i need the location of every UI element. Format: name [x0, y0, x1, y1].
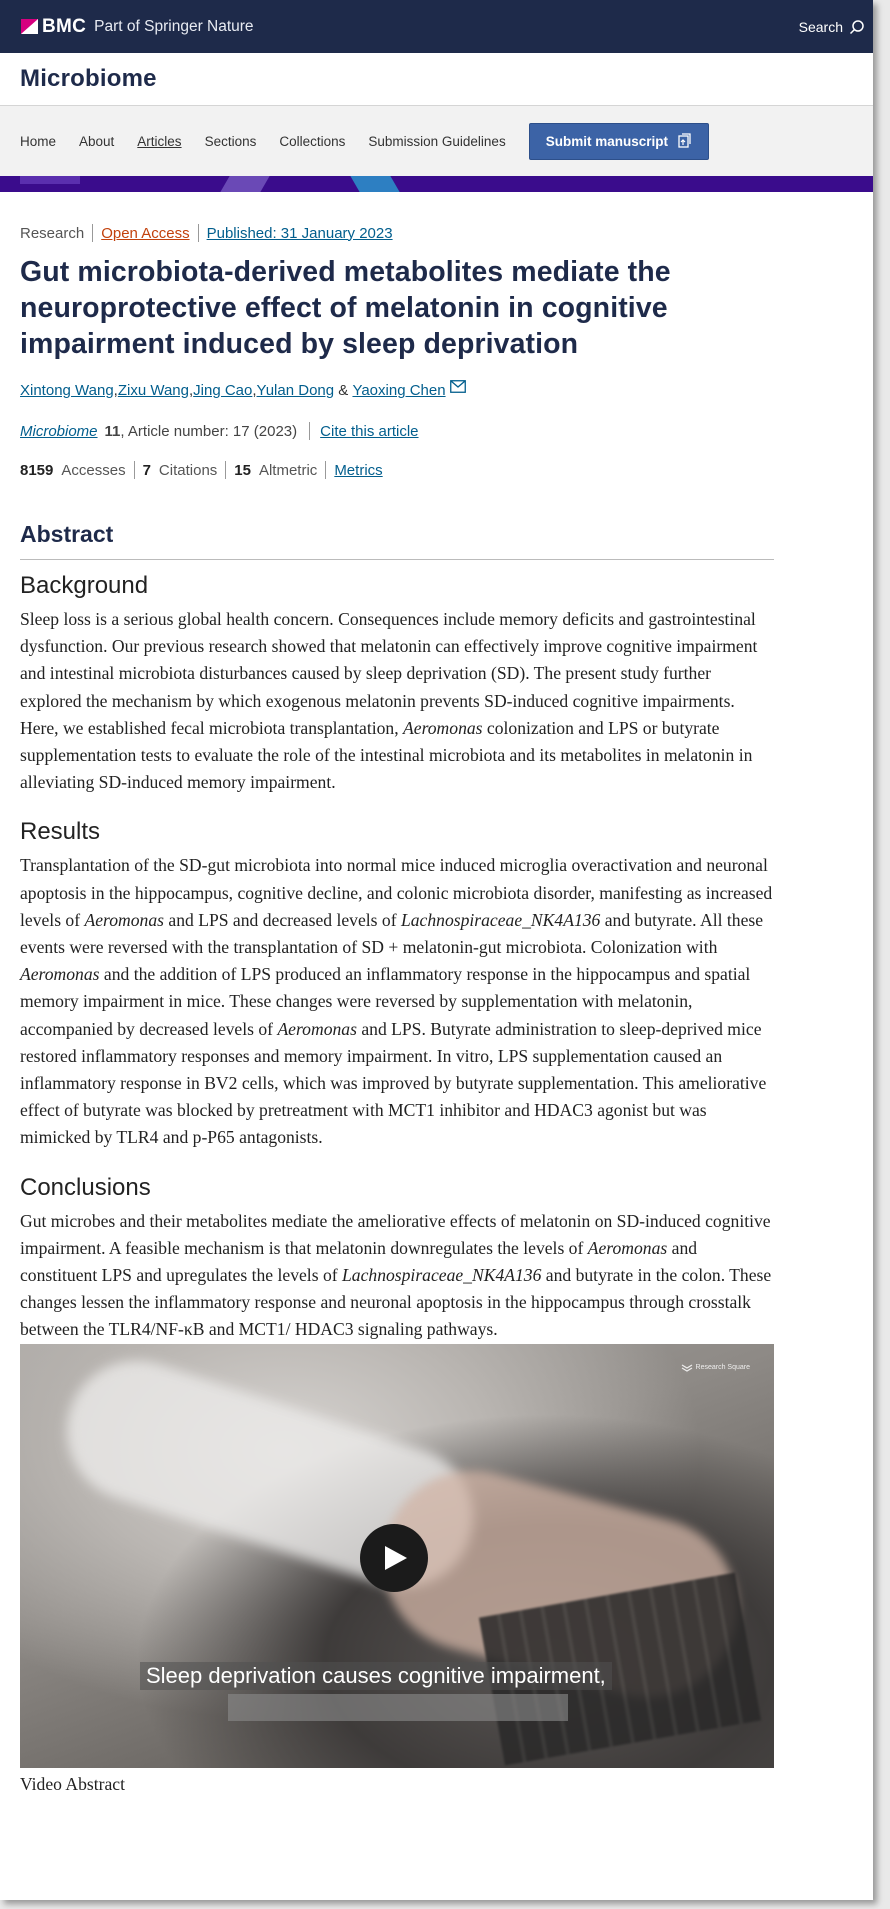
- article-type: Research: [20, 224, 85, 242]
- search-icon: [849, 19, 865, 35]
- cite-this-article-link[interactable]: Cite this article: [320, 422, 419, 440]
- citations-count: 7: [142, 461, 151, 479]
- article-meta: [20, 224, 774, 242]
- video-abstract-label: Video Abstract: [20, 1773, 125, 1794]
- journal-nav: [0, 106, 873, 176]
- nav-item-home[interactable]: Home: [20, 133, 57, 149]
- search-label: Search: [798, 18, 843, 35]
- bmc-logo[interactable]: [21, 16, 86, 38]
- article-number: , Article number: 17 (2023): [120, 422, 298, 440]
- accesses-label: Accesses: [61, 461, 126, 479]
- research-square-logo: [681, 1364, 750, 1372]
- results-heading: Results: [20, 818, 101, 846]
- nav-item-articles[interactable]: Articles: [137, 133, 182, 149]
- email-icon[interactable]: [450, 380, 466, 393]
- author-link[interactable]: Zixu Wang: [117, 382, 189, 399]
- search-button[interactable]: [799, 19, 865, 35]
- metrics-link[interactable]: Metrics: [334, 461, 383, 479]
- conclusions-section: [20, 1174, 774, 1344]
- journal-title[interactable]: Microbiome: [20, 65, 157, 92]
- video-caption-bar: [228, 1694, 568, 1721]
- play-button[interactable]: [360, 1524, 428, 1592]
- accesses-count: 8159: [20, 461, 54, 479]
- nav-item-collections[interactable]: Collections: [279, 133, 346, 149]
- video-caption: Sleep deprivation causes cognitive impairment,: [140, 1662, 612, 1690]
- author-link[interactable]: Jing Cao: [193, 382, 253, 399]
- background-text: Sleep loss is a serious global health concern. Consequences include memory deficits and gastrointestinal dysfunction. Our previous research showed that melatonin can effectively improve cognitive impairment and intestinal microbiota disturbances caused by sleep deprivation (SD). The present study further explored the mechanism by which exogenous melatonin prevents SD-induced cognitive impairments. Here, we established fecal microbiota transplantation, Aeromonas colonization and LPS or butyrate supplementation tests to evaluate the role of the intestinal microbiota and its metabolites in melatonin in alleviating SD-induced memory impairment.: [20, 609, 758, 793]
- video-abstract-player[interactable]: [20, 1344, 774, 1768]
- article-title: Gut microbiota-derived metabolites mediate the neuroprotective effect of melatonin in cognitive impairment induced by sleep deprivation: [20, 256, 671, 360]
- nav-item-about[interactable]: About: [79, 133, 115, 149]
- journal-bar: [0, 53, 873, 106]
- author-link[interactable]: Yaoxing Chen: [352, 382, 446, 399]
- brand-name: BMC: [42, 15, 87, 37]
- play-icon: [383, 1544, 409, 1572]
- published-date-link[interactable]: Published: 31 January 2023: [206, 224, 393, 242]
- author-link[interactable]: Yulan Dong: [256, 382, 335, 399]
- results-section: [20, 818, 774, 1151]
- open-access-link[interactable]: Open Access: [101, 224, 190, 242]
- decorative-band: [0, 176, 873, 192]
- author-link[interactable]: Xintong Wang: [20, 382, 114, 399]
- journal-name-link[interactable]: Microbiome: [20, 422, 98, 440]
- top-bar: [0, 0, 873, 53]
- conclusions-heading: Conclusions: [20, 1173, 151, 1201]
- conclusions-text: Gut microbes and their metabolites mediate the ameliorative effects of melatonin on SD-induced cognitive impairment. A feasible mechanism is that melatonin downregulates the levels of Aeromonas and constituent LPS and upregulates the levels of Lachnospiraceae_NK4A136 and butyrate in the colon. These changes lessen the inflammatory response and neuronal apoptosis in the hippocampus through crosstalk between the TLR4/NF-κB and MCT1/ HDAC3 signaling pathways.: [20, 1210, 772, 1340]
- altmetric-count: 15: [234, 461, 251, 479]
- abstract-heading: Abstract: [20, 521, 774, 560]
- article: [0, 224, 794, 1795]
- submit-manuscript-button[interactable]: [529, 123, 709, 160]
- citations-label: Citations: [158, 461, 218, 479]
- brand[interactable]: [21, 16, 254, 38]
- springer-tagline: Part of Springer Nature: [94, 17, 254, 35]
- author-list: Xintong Wang , Zixu Wang , Jing Cao , Yulan Dong & Yaoxing Chen: [20, 382, 774, 399]
- background-section: [20, 572, 774, 796]
- nav-item-sections[interactable]: Sections: [204, 133, 257, 149]
- background-heading: Background: [20, 572, 149, 599]
- research-square-icon: [681, 1364, 693, 1372]
- citation-line: [20, 422, 774, 440]
- bmc-logo-icon: [21, 19, 38, 34]
- altmetric-label: Altmetric: [258, 461, 318, 479]
- results-text: Transplantation of the SD-gut microbiota into normal mice induced microglia overactivation and neuronal apoptosis in the hippocampus, cognitive decline, and colonic microbiota disorder, manifesting as increased levels of Aeromonas and LPS and decreased levels of Lachnospiraceae_NK4A136 and butyrate. All these events were reversed with the transplantation of SD + melatonin-gut microbiota. Colonization with Aeromonas and the addition of LPS produced an inflammatory response in the hippocampus and spatial memory impairment in mice. These changes were reversed by supplementation with melatonin, accompanied by decreased levels of Aeromonas and LPS. Butyrate administration to sleep-deprived mice restored inflammatory responses and memory impairment. In vitro, LPS supplementation caused an inflammatory response in BV2 cells, which was improved by butyrate supplementation. This ameliorative effect of butyrate was blocked by pretreatment with MCT1 inhibitor and HDAC3 agonist but was mimicked by TLR4 and p-P65 antagonists.: [20, 855, 773, 1148]
- research-square-text: Research Square: [695, 1364, 750, 1372]
- submit-manuscript-label: Submit manuscript: [545, 133, 668, 149]
- volume: 11: [104, 422, 121, 440]
- article-metrics: [20, 461, 774, 479]
- submit-document-icon: [676, 133, 692, 149]
- nav-item-submission-guidelines[interactable]: Submission Guidelines: [368, 133, 506, 149]
